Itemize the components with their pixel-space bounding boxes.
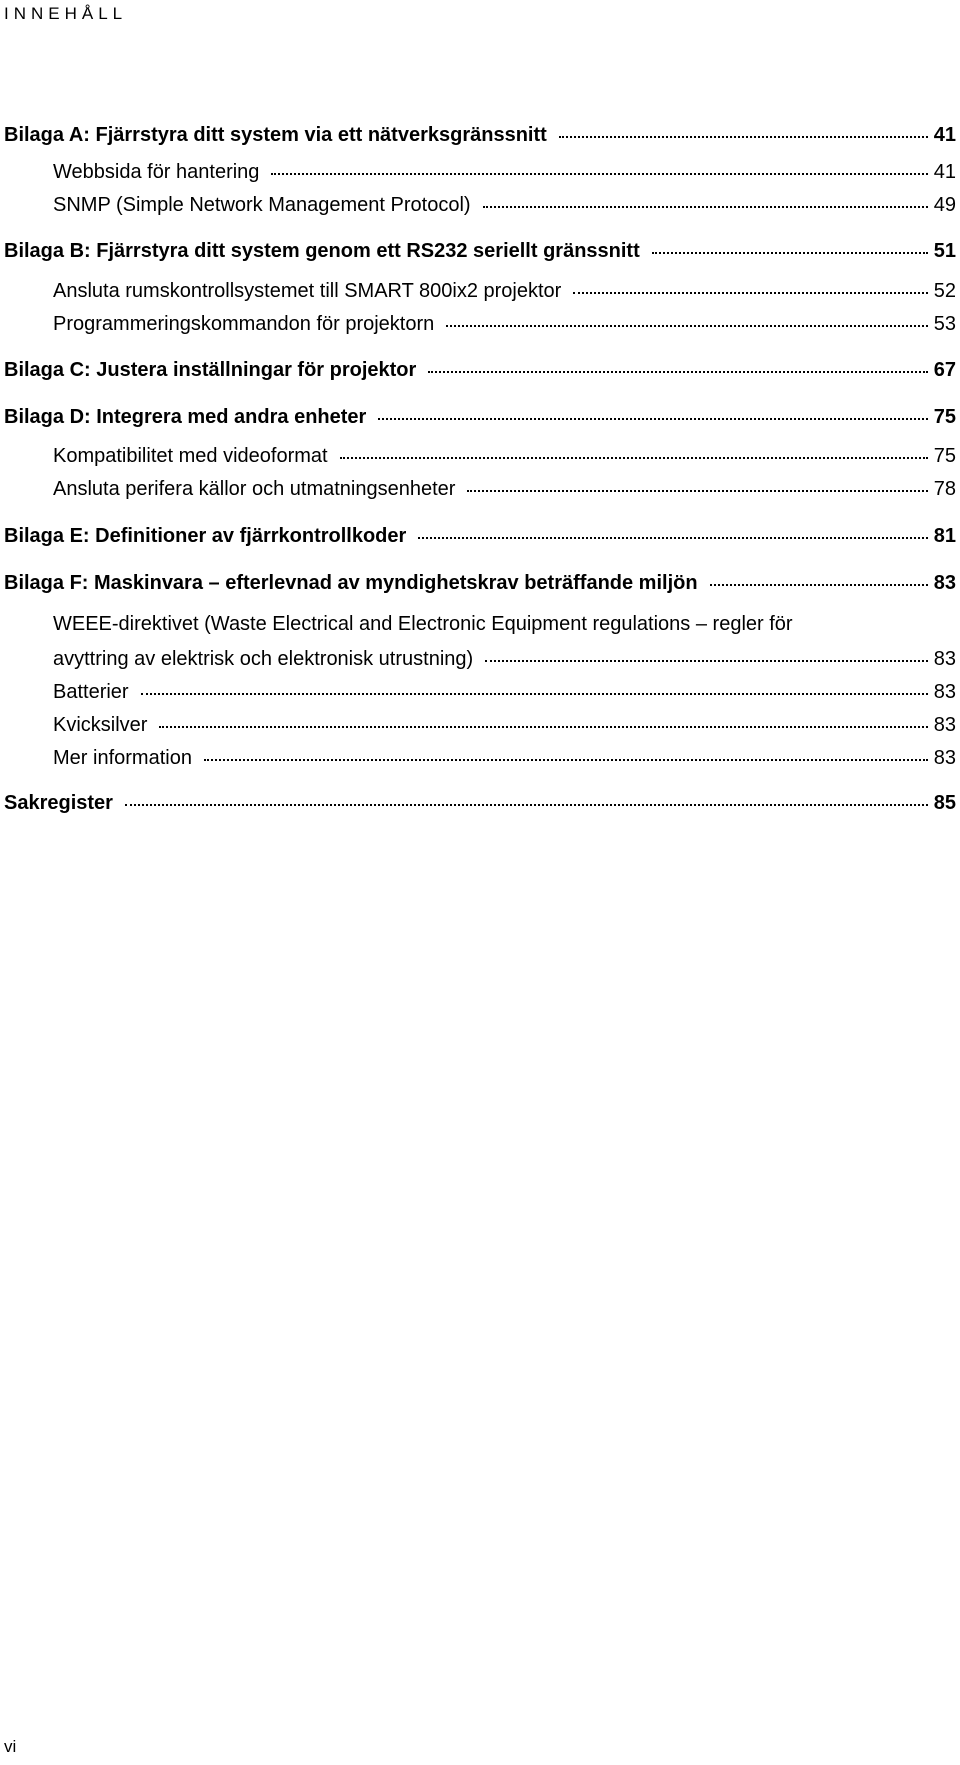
- toc-entry-title: Bilaga B: Fjärrstyra ditt system genom ett RS232 seriellt gränssnitt: [4, 240, 640, 262]
- dot-leader: [652, 252, 928, 254]
- toc-entry-title: Webbsida för hantering: [53, 161, 260, 183]
- toc-entry[interactable]: [53, 681, 956, 704]
- toc-entry[interactable]: [4, 240, 956, 263]
- toc-entry-title: Sakregister: [4, 792, 113, 814]
- dot-leader: [204, 759, 928, 761]
- toc-entry-page: 75: [933, 445, 956, 467]
- dot-leader: [141, 693, 928, 695]
- toc-entry[interactable]: [4, 525, 956, 548]
- toc-heading: INNEHÅLL: [4, 4, 128, 23]
- toc-entry[interactable]: [53, 714, 956, 737]
- page-number: vi: [4, 1737, 17, 1756]
- toc-entry-title: Ansluta rumskontrollsystemet till SMART 800ix2 projektor: [53, 280, 562, 302]
- toc-entry-title: Bilaga A: Fjärrstyra ditt system via ett nätverksgränssnitt: [4, 124, 547, 146]
- toc-entry-title-line1: WEEE-direktivet (Waste Electrical and Electronic Equipment regulations – regler för: [53, 613, 793, 635]
- toc-entry[interactable]: [53, 648, 956, 671]
- toc-entry-page: 67: [933, 359, 956, 381]
- dot-leader: [340, 457, 928, 459]
- toc-entry-title: Bilaga D: Integrera med andra enheter: [4, 406, 367, 428]
- toc-entry[interactable]: [4, 792, 956, 815]
- dot-leader: [428, 371, 927, 373]
- dot-leader: [573, 292, 927, 294]
- toc-entry-page: 78: [933, 478, 956, 500]
- toc-entry-page: 53: [933, 313, 956, 335]
- dot-leader: [446, 325, 927, 327]
- toc-entry-title: Ansluta perifera källor och utmatningsenheter: [53, 478, 456, 500]
- toc-entry-page: 83: [933, 714, 956, 736]
- dot-leader: [125, 804, 928, 806]
- toc-entry-title: Bilaga E: Definitioner av fjärrkontrollkoder: [4, 525, 407, 547]
- toc-entry[interactable]: [53, 747, 956, 770]
- dot-leader: [378, 418, 927, 420]
- toc-entry-title: Batterier: [53, 681, 129, 703]
- toc-entry-title: Kvicksilver: [53, 714, 148, 736]
- dot-leader: [485, 660, 928, 662]
- toc-entry-page: 83: [933, 747, 956, 769]
- toc-entry-title: Kompatibilitet med videoformat: [53, 445, 328, 467]
- toc-entry-page: 81: [933, 525, 956, 547]
- dot-leader: [467, 490, 927, 492]
- dot-leader: [271, 173, 927, 175]
- toc-entry[interactable]: [53, 194, 956, 217]
- toc-entry-page: 41: [933, 124, 956, 146]
- dot-leader: [483, 206, 928, 208]
- toc-entry-page: 83: [933, 681, 956, 703]
- toc-entry-title: avyttring av elektrisk och elektronisk utrustning): [53, 648, 474, 670]
- toc-entry-page: 52: [933, 280, 956, 302]
- toc-entry-title: Bilaga F: Maskinvara – efterlevnad av myndighetskrav beträffande miljön: [4, 572, 698, 594]
- toc-entry[interactable]: [4, 359, 956, 382]
- toc-entry-page: 49: [933, 194, 956, 216]
- dot-leader: [559, 136, 928, 138]
- toc-entry-page: 75: [933, 406, 956, 428]
- toc-entry[interactable]: [53, 161, 956, 184]
- toc-entry[interactable]: [53, 478, 956, 501]
- toc-entry-page: 51: [933, 240, 956, 262]
- toc-entry[interactable]: [4, 572, 956, 595]
- toc-entry[interactable]: [53, 313, 956, 336]
- dot-leader: [710, 584, 928, 586]
- toc-entry[interactable]: [4, 406, 956, 429]
- toc-entry-page: 85: [933, 792, 956, 814]
- toc-entry-page: 41: [933, 161, 956, 183]
- toc-entry-title: Bilaga C: Justera inställningar för projektor: [4, 359, 417, 381]
- toc-entry[interactable]: [53, 445, 956, 468]
- toc-entry[interactable]: [53, 280, 956, 303]
- toc-entry[interactable]: [4, 124, 956, 147]
- dot-leader: [159, 726, 927, 728]
- toc-entry-page: 83: [933, 648, 956, 670]
- dot-leader: [418, 537, 927, 539]
- toc-entry-title: Mer information: [53, 747, 192, 769]
- toc-entry-page: 83: [933, 572, 956, 594]
- toc-entry-title: SNMP (Simple Network Management Protocol): [53, 194, 471, 216]
- toc-entry-title: Programmeringskommandon för projektorn: [53, 313, 435, 335]
